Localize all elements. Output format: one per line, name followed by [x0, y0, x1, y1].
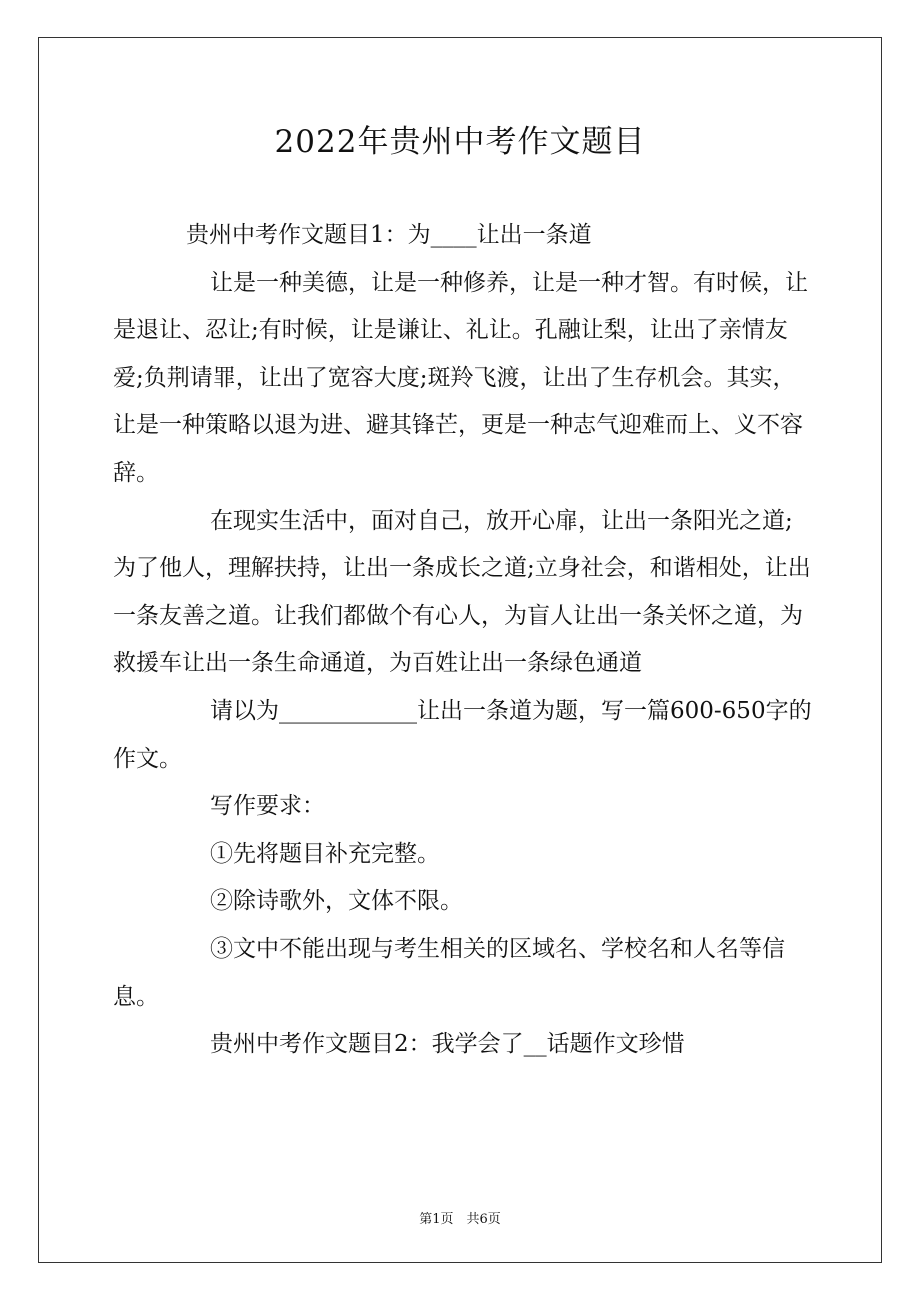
- requirement-1: ①先将题目补充完整。: [210, 840, 440, 867]
- requirement-2: ②除诗歌外，文体不限。: [210, 888, 463, 915]
- paragraph-real-life: 在现实生活中，面对自己，放开心扉，让出一条阳光之道;为了他人，理解扶持，让出一条成长之道;立身社会，和谐相处，让出一条友善之道。让我们都做个有心人，为盲人让出一条关怀之道，为救援车让出一条生命通道，为百姓让出一条绿色通道: [113, 507, 811, 677]
- subheading-topic-2: 贵州中考作文题目2：我学会了__话题作文珍惜: [210, 1031, 685, 1058]
- requirement-3: ③文中不能出现与考生相关的区域名、学校名和人名等信息。: [113, 935, 785, 1010]
- page-footer: 第1页 共6页: [419, 1212, 501, 1227]
- paragraph-requirements-head: 写作要求：: [210, 793, 325, 820]
- document-body: [113, 212, 813, 1069]
- subheading-topic-1: 贵州中考作文题目1：为____让出一条道: [186, 222, 592, 248]
- paragraph-rang-intro: 让是一种美德，让是一种修养，让是一种才智。有时候，让是退让、忍让;有时候，让是谦让、礼让。孔融让梨，让出了亲情友爱;负荆请罪，让出了宽容大度;斑羚飞渡，让出了生存机会。其实，让是一种策略以退为进、避其锋芒，更是一种志气迎难而上、义不容辞。: [113, 269, 808, 486]
- document-title: 2022年贵州中考作文题目: [274, 124, 646, 160]
- paragraph-prompt: 请以为____________让出一条道为题，写一篇600-650字的作文。: [113, 697, 812, 772]
